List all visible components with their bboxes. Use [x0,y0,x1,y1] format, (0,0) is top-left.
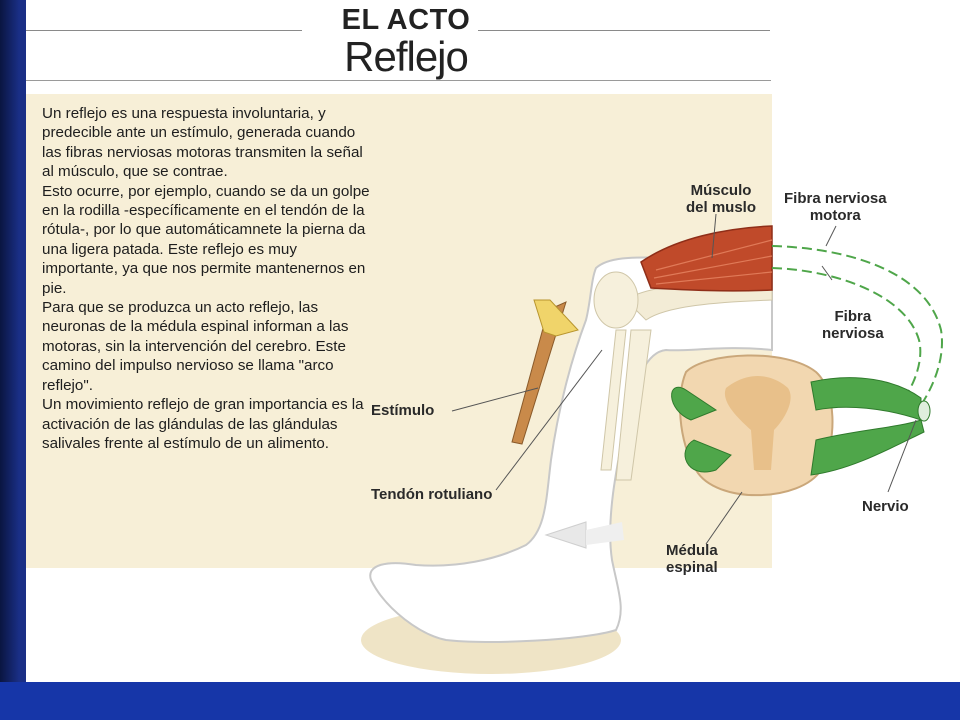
label-estimulo: Estímulo [371,402,435,419]
reflex-arc-illustration [26,0,960,682]
title-line-1: EL ACTO [341,4,471,36]
label-fibra-motora [784,190,887,224]
leader-fibra [822,266,832,280]
hammer-head [534,300,578,336]
label-fibra-line1: Fibra [834,308,872,325]
label-musculo [686,182,756,216]
label-musculo-line2: del muslo [686,199,757,216]
label-fibra [822,308,884,342]
label-musculo-line1: Músculo [690,182,752,199]
title-line-2: Reflejo [344,33,468,80]
thigh-muscle [641,226,772,291]
paragraph-1: Un reflejo es una respuesta involuntaria, y predecible ante un estímulo, generada cuando las fibras nerviosas motoras transmiten la señal al músculo, que se contrae. [42,105,363,181]
label-medula-line1: Médula [666,542,718,559]
patella-bone [594,272,638,328]
label-fibra-line2: nerviosa [822,325,884,342]
slide-canvas [26,0,960,682]
label-nervio: Nervio [862,498,909,515]
paragraph-3: Para que se produzca un acto reflejo, las neuronas de la médula espinal informan a las motoras, sin la intervención del cerebro. Este camino del impulso nervioso se llama "arco reflejo". [42,299,349,394]
label-fibra-motora-line1: Fibra nerviosa [784,190,887,207]
label-medula-line2: espinal [666,559,718,576]
nerve-end [918,401,930,421]
label-medula [666,542,718,576]
leader-fibra-motora [826,226,836,246]
paragraph-2: Esto ocurre, por ejemplo, cuando se da un golpe en la rodilla -específicamente en el tendón de la rótula-, por lo que automáticamnete la pierna da una ligera patada. Este reflejo es muy importante, ya que nos permite mantenernos en pie. [42,182,370,297]
paragraph-4: Un movimiento reflejo de gran importancia es la activación de las glándulas de las glándulas salivales frente al estímulo de un alimento. [42,396,364,452]
label-fibra-motora-line2: motora [809,207,861,224]
label-tendon: Tendón rotuliano [371,486,493,503]
slide-bottom-band [0,682,960,720]
leader-medula [706,492,742,544]
